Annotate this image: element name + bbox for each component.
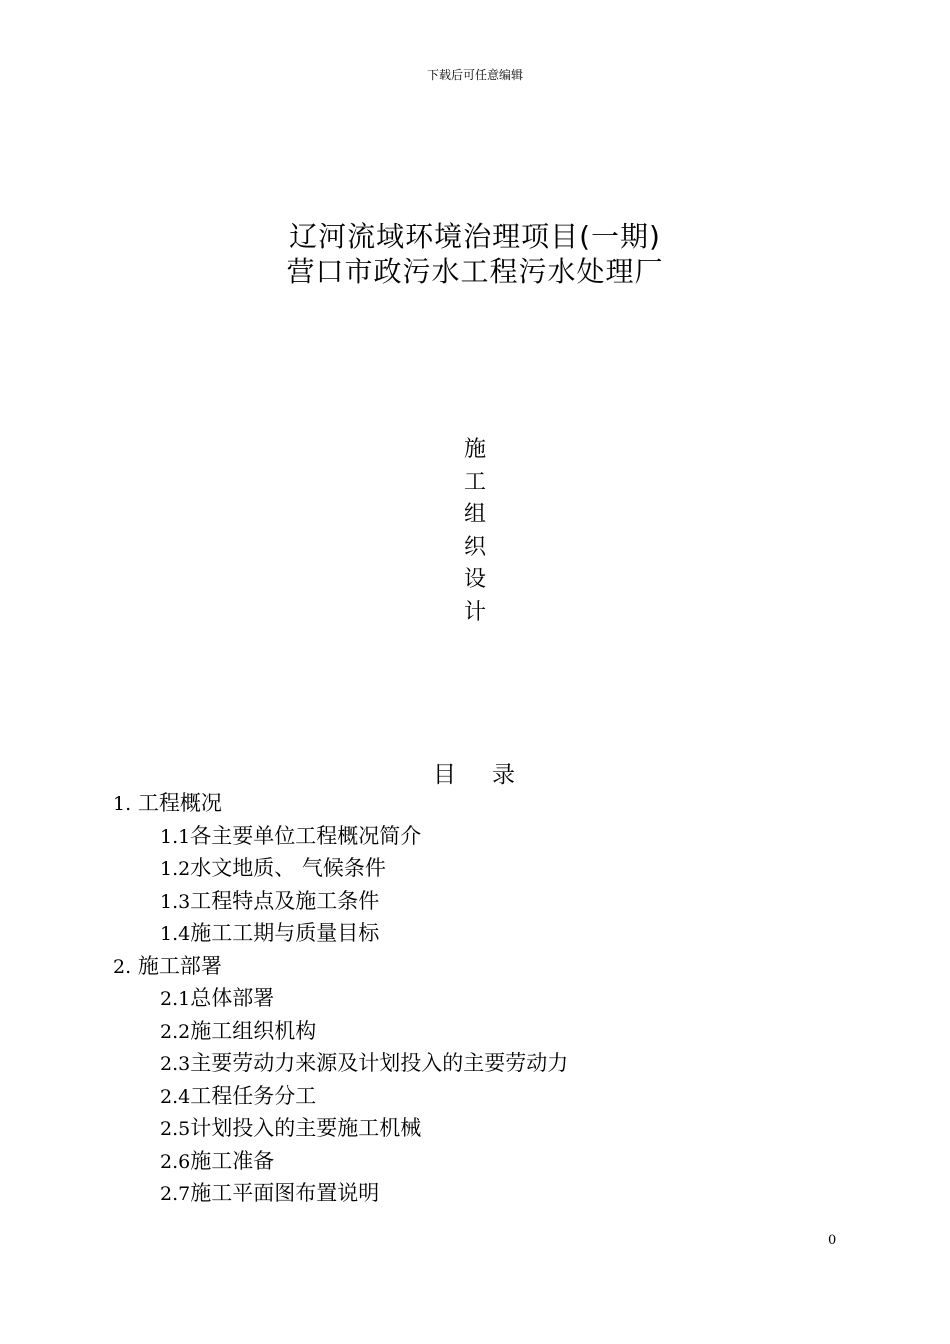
toc-item-text: 主要劳动力来源及计划投入的主要劳动力	[190, 1051, 569, 1075]
toc-item-text: 施工平面图布置说明	[190, 1181, 380, 1205]
toc-item[interactable]	[0, 787, 950, 820]
toc-item-number: 1.3	[160, 890, 191, 913]
toc-item-text: 工程任务分工	[190, 1083, 317, 1108]
toc-item[interactable]	[0, 1177, 950, 1210]
toc-item-number: 1.1	[160, 825, 191, 848]
toc-item-number: 2.2	[160, 1020, 191, 1043]
toc-item-number: 2.5	[160, 1118, 191, 1140]
toc-item[interactable]	[0, 1080, 950, 1113]
title-line-1: 辽河流域环境治理项目(一期)	[289, 220, 661, 253]
toc-item-text: 总体部署	[190, 986, 275, 1010]
vertical-char: 施	[463, 437, 486, 462]
table-of-contents	[0, 787, 950, 1210]
vertical-char: 计	[463, 599, 486, 625]
toc-item-text: 工程概况	[131, 791, 222, 815]
toc-heading	[433, 756, 515, 789]
toc-item-number: 2.1	[160, 988, 191, 1010]
document-title	[0, 219, 950, 289]
toc-item[interactable]	[0, 1112, 950, 1145]
toc-item-number: 1.	[113, 793, 132, 815]
toc-item[interactable]	[0, 1047, 950, 1080]
vertical-subtitle	[455, 434, 495, 629]
toc-item-text: 工程特点及施工条件	[190, 888, 380, 913]
toc-item-text: 施工工期与质量目标	[190, 921, 380, 945]
toc-item-number: 2.3	[160, 1053, 191, 1075]
toc-item-text: 各主要单位工程概况简介	[190, 823, 422, 848]
toc-item[interactable]	[0, 950, 950, 983]
toc-item-number: 2.6	[160, 1150, 191, 1173]
toc-item-text: 施工部署	[131, 953, 222, 978]
toc-item-number: 2.7	[160, 1183, 191, 1205]
page-number: 0	[828, 1233, 837, 1248]
title-line-2: 营口市政污水工程污水处理厂	[286, 255, 664, 288]
vertical-char: 织	[463, 534, 486, 560]
toc-item-text: 施工组织机构	[190, 1018, 317, 1043]
vertical-char: 组	[463, 502, 486, 527]
toc-item[interactable]	[0, 820, 950, 853]
toc-item[interactable]	[0, 885, 950, 918]
toc-heading-right: 录	[492, 762, 515, 788]
header-note: 下载后可任意编辑	[426, 68, 523, 82]
toc-item[interactable]	[0, 1015, 950, 1048]
toc-item-text: 计划投入的主要施工机械	[190, 1116, 422, 1140]
toc-item[interactable]	[0, 982, 950, 1015]
toc-heading-left: 目	[433, 762, 456, 788]
toc-item-number: 2.	[113, 955, 132, 978]
toc-item-number: 1.2	[160, 858, 191, 880]
toc-item[interactable]	[0, 917, 950, 950]
toc-item-text: 施工准备	[190, 1148, 275, 1173]
toc-item[interactable]	[0, 852, 950, 885]
toc-item[interactable]	[0, 1145, 950, 1178]
toc-item-text: 水文地质、 气候条件	[190, 856, 386, 880]
toc-item-number: 2.4	[160, 1085, 191, 1108]
vertical-char: 设	[463, 567, 486, 592]
toc-item-number: 1.4	[160, 923, 191, 945]
vertical-char: 工	[463, 469, 486, 495]
